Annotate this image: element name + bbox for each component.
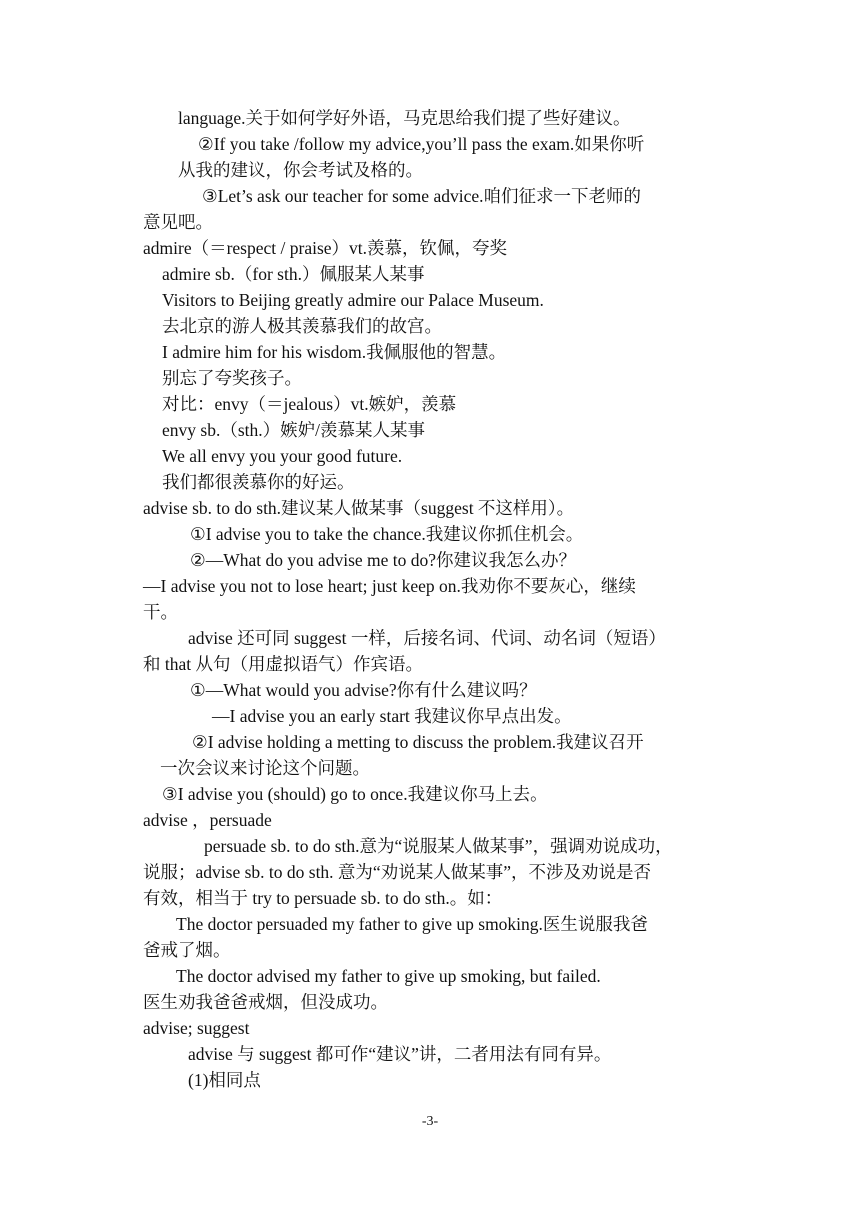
page-number: -3- bbox=[421, 1114, 439, 1129]
text-line: 和 that 从句（用虚拟语气）作宾语。 bbox=[143, 654, 423, 674]
text-line: admire sb.（for sth.）佩服某人某事 bbox=[162, 264, 425, 284]
text-line: 说服；advise sb. to do sth. 意为“劝说某人做某事”，不涉及劝说是否 bbox=[143, 862, 651, 882]
text-line: (1)相同点 bbox=[188, 1070, 261, 1090]
text-line: 干。 bbox=[143, 602, 178, 622]
text-line: The doctor advised my father to give up smoking, but failed. bbox=[176, 966, 601, 986]
text-line: 从我的建议，你会考试及格的。 bbox=[178, 160, 423, 180]
text-line: 有效，相当于 try to persuade sb. to do sth.。如： bbox=[143, 888, 503, 908]
entry-heading-advise-persuade: advise ，persuade bbox=[143, 810, 272, 830]
entry-heading-admire: admire（＝respect / praise）vt.羡慕，钦佩，夸奖 bbox=[143, 238, 508, 258]
text-line: ③I advise you (should) go to once.我建议你马上去。 bbox=[162, 784, 548, 804]
text-line: ③Let’s ask our teacher for some advice.咱们征求一下老师的 bbox=[202, 186, 641, 206]
text-line: ①I advise you to take the chance.我建议你抓住机会。 bbox=[190, 524, 584, 544]
text-line: 爸戒了烟。 bbox=[143, 940, 231, 960]
text-line: The doctor persuaded my father to give up smoking.医生说服我爸 bbox=[176, 914, 648, 934]
entry-heading-advise: advise sb. to do sth.建议某人做某事（suggest 不这样用）。 bbox=[143, 498, 575, 518]
text-line: —I advise you an early start 我建议你早点出发。 bbox=[212, 706, 572, 726]
text-line: language.关于如何学好外语，马克思给我们提了些好建议。 bbox=[178, 108, 631, 128]
text-line: 去北京的游人极其羡慕我们的故宫。 bbox=[162, 316, 442, 336]
text-line: —I advise you not to lose heart; just keep on.我劝你不要灰心，继续 bbox=[143, 576, 636, 596]
entry-heading-advise-suggest: advise; suggest bbox=[143, 1018, 250, 1038]
text-line: 别忘了夸奖孩子。 bbox=[162, 368, 302, 388]
text-line: Visitors to Beijing greatly admire our Palace Museum. bbox=[162, 290, 544, 310]
text-line: 对比：envy（＝jealous）vt.嫉妒，羡慕 bbox=[162, 394, 457, 414]
text-line: advise 与 suggest 都可作“建议”讲，二者用法有同有异。 bbox=[188, 1044, 612, 1064]
text-line: ①—What would you advise?你有什么建议吗？ bbox=[190, 680, 537, 700]
text-line: advise 还可同 suggest 一样，后接名词、代词、动名词（短语） bbox=[188, 628, 666, 648]
text-line: ②I advise holding a metting to discuss the problem.我建议召开 bbox=[192, 732, 644, 752]
text-line: 意见吧。 bbox=[143, 212, 213, 232]
text-line: We all envy you your good future. bbox=[162, 446, 403, 466]
text-line: 一次会议来讨论这个问题。 bbox=[160, 758, 370, 778]
text-line: 我们都很羡慕你的好运。 bbox=[162, 472, 355, 492]
text-line: persuade sb. to do sth.意为“说服某人做某事”，强调劝说成功， bbox=[204, 836, 673, 856]
text-line: ②—What do you advise me to do?你建议我怎么办？ bbox=[190, 550, 577, 570]
text-line: ②If you take /follow my advice,you’ll pass the exam.如果你听 bbox=[198, 134, 645, 154]
text-line: I admire him for his wisdom.我佩服他的智慧。 bbox=[162, 342, 507, 362]
text-line: 医生劝我爸爸戒烟，但没成功。 bbox=[143, 992, 388, 1012]
text-line: envy sb.（sth.）嫉妒/羡慕某人某事 bbox=[162, 420, 425, 440]
